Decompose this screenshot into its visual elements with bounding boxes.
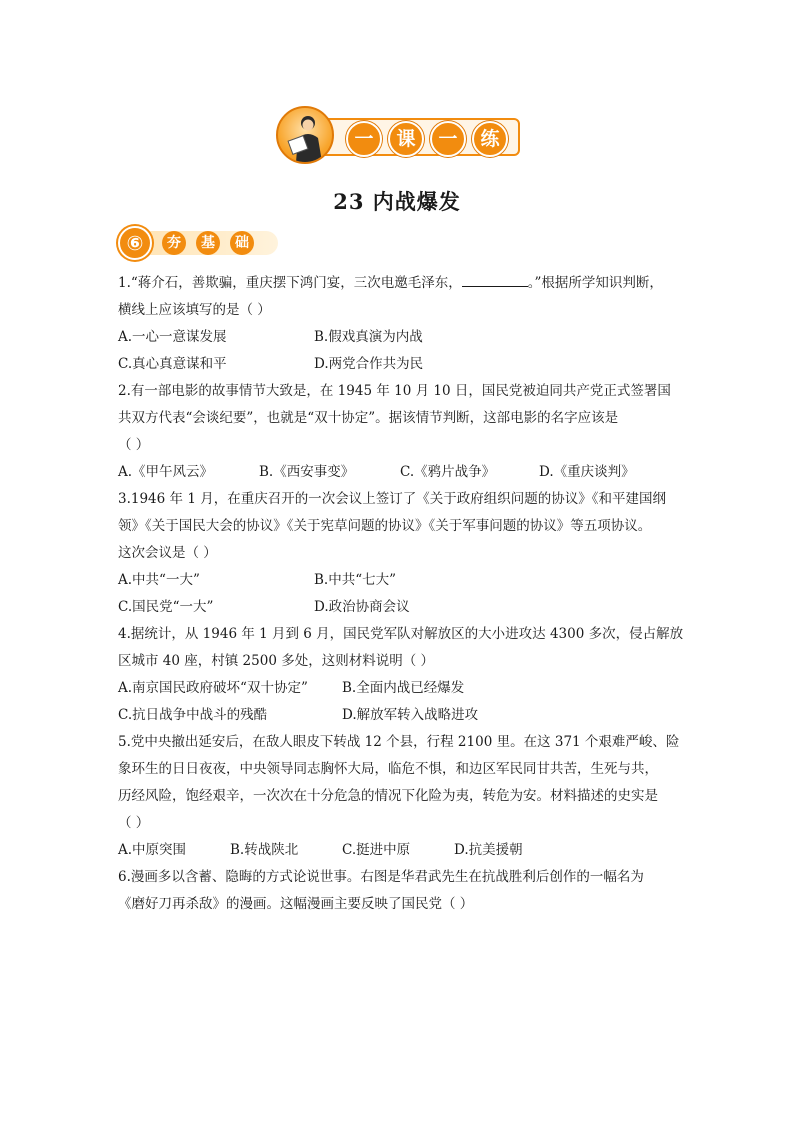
question-3-line-2: 领》《关于国民大会的协议》《关于宪草问题的协议》《关于军事问题的协议》等五项协议。 [118,518,652,534]
option-a[interactable]: A.《甲午风云》 [118,464,214,480]
option-b[interactable]: B.《西安事变》 [259,464,355,480]
banner-char-3: 一 [430,121,466,157]
option-row [118,594,678,621]
section-char-2: 基 [196,231,220,255]
option-row [118,702,678,729]
option-b[interactable]: B.全面内战已经爆发 [342,680,465,696]
question-2 [118,378,678,486]
question-2-line-1: 2.有一部电影的故事情节大致是，在 1945 年 10 月 10 日，国民党被迫同共产党正式签署国 [118,383,671,399]
section-badge-icon [118,226,152,260]
option-row [118,837,678,864]
section-char-3: 础 [230,231,254,255]
option-c[interactable]: C.抗日战争中战斗的残酷 [118,707,268,723]
section-char-1: 夯 [162,231,186,255]
option-d[interactable]: D.政治协商会议 [314,599,410,615]
banner-char-1: 一 [346,121,382,157]
question-1-line-2: 横线上应该填写的是（ ） [118,302,271,318]
question-6-line-2: 《磨好刀再杀敌》的漫画。这幅漫画主要反映了国民党（ ） [118,896,474,912]
fill-blank[interactable] [462,272,528,287]
option-row [118,459,678,486]
question-4-line-1: 4.据统计，从 1946 年 1 月到 6 月，国民党军队对解放区的大小进攻达 4300 多次，侵占解放 [118,626,684,642]
option-row [118,675,678,702]
question-1-text-b: 。”根据所学知识判断， [527,275,663,291]
option-a[interactable]: A.南京国民政府破坏“双十协定” [118,680,308,696]
banner-char-2: 课 [388,121,424,157]
option-c[interactable]: C.真心真意谋和平 [118,356,227,372]
question-1-text-a: 1.“蒋介石，善欺骗，重庆摆下鸿门宴，三次电邀毛泽东， [118,275,462,291]
option-b[interactable]: B.转战陕北 [230,842,299,858]
question-2-line-3: （ ） [118,437,150,453]
option-c[interactable]: C.《鸦片战争》 [400,464,496,480]
page-title: 23 内战爆发 [333,189,461,214]
banner-char-4: 练 [472,121,508,157]
question-5 [118,729,678,864]
question-4 [118,621,684,729]
option-a[interactable]: A.中共“一大” [118,572,200,588]
lesson-banner [276,106,520,164]
question-6-line-1: 6.漫画多以含蓄、隐晦的方式论说世事。右图是华君武先生在抗战胜利后创作的一幅名为 [118,869,644,885]
option-d[interactable]: D.《重庆谈判》 [539,464,635,480]
option-d[interactable]: D.两党合作共为民 [314,356,424,372]
question-1-line-1 [118,270,678,297]
option-b[interactable]: B.中共“七大” [314,572,397,588]
option-a[interactable]: A.中原突围 [118,842,187,858]
question-3-line-3: 这次会议是（ ） [118,545,217,561]
option-d[interactable]: D.抗美援朝 [454,842,523,858]
option-d[interactable]: D.解放军转入战略进攻 [342,707,479,723]
question-5-line-1: 5.党中央撤出延安后，在敌人眼皮下转战 12 个县，行程 2100 里。在这 371 个艰难严峻、险 [118,734,680,750]
question-5-line-4: （ ） [118,815,150,831]
question-list [118,270,684,918]
option-b[interactable]: B.假戏真演为内战 [314,329,423,345]
reading-person-icon [276,106,334,164]
question-5-line-3: 历经风险，饱经艰辛，一次次在十分危急的情况下化险为夷，转危为安。材料描述的史实是 [118,788,658,804]
question-1 [118,270,678,378]
question-5-line-2: 象环生的日日夜夜，中央领导同志胸怀大局，临危不惧，和边区军民同甘共苦，生死与共， [118,761,658,777]
option-row [118,567,678,594]
question-3 [118,486,678,621]
option-a[interactable]: A.一心一意谋发展 [118,329,227,345]
question-3-line-1: 3.1946 年 1 月，在重庆召开的一次会议上签订了《关于政府组织问题的协议》《和平建国纲 [118,491,666,507]
option-c[interactable]: C.国民党“一大” [118,599,214,615]
option-row [118,351,678,378]
question-6 [118,864,678,918]
section-badge-glyph [120,228,150,258]
reader-illustration [278,108,332,162]
option-c[interactable]: C.挺进中原 [342,842,411,858]
question-4-line-2: 区城市 40 座，村镇 2500 多处，这则材料说明（ ） [118,653,434,669]
option-row [118,324,678,351]
section-header [118,226,278,260]
section-badge-char: ⑥ [126,231,144,255]
question-2-line-2: 共双方代表“会谈纪要”，也就是“双十协定”。据该情节判断，这部电影的名字应该是 [118,410,619,426]
